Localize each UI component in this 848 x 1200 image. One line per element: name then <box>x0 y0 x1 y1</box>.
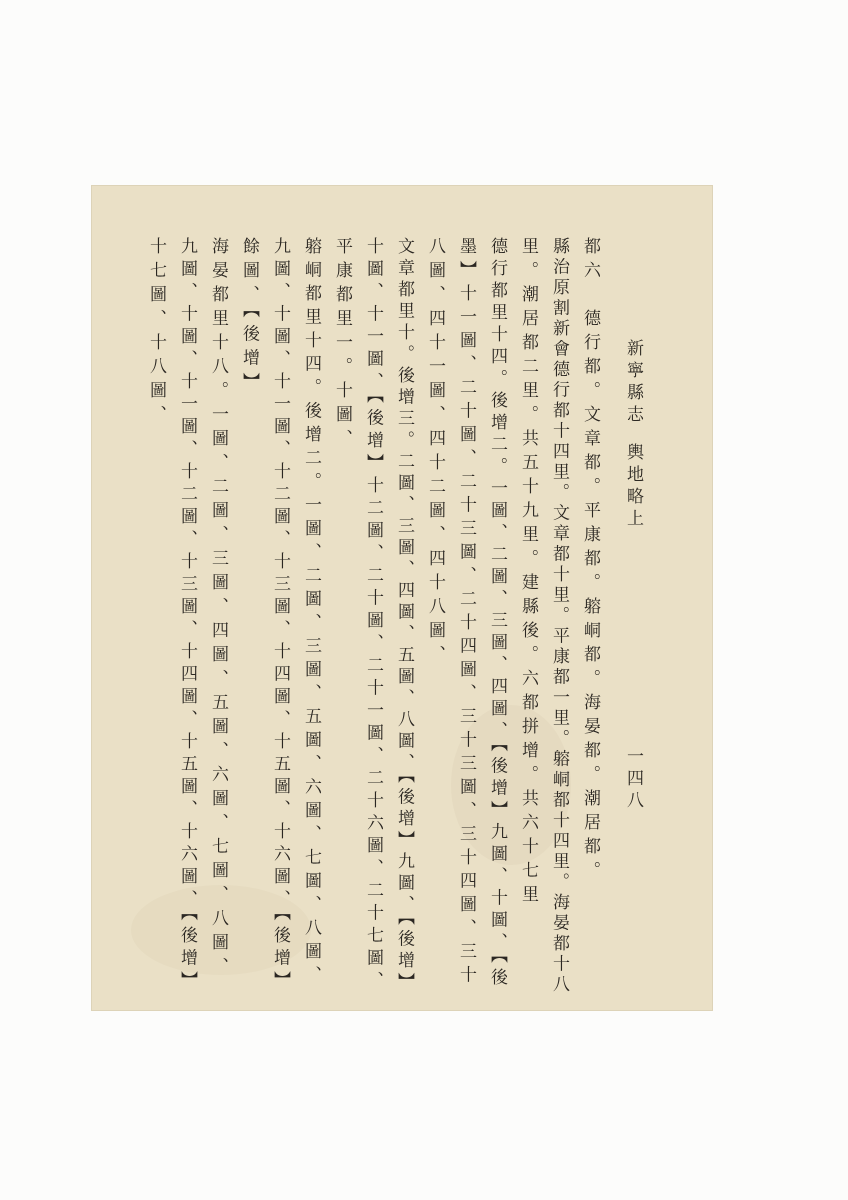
text-column: 十圖、十一圖、【後增】十二圖、二十圖、二十一圖、二十六圖、二十七圖、 <box>363 237 383 994</box>
text-column: 縣治原割新會德行都十四里。文章都十里。平康都一里。𨉷峒都十四里。海晏都十八 <box>549 237 569 996</box>
text-column: 十七圖、十八圖、 <box>146 237 166 429</box>
text-column: 里。潮居都二里。共五十九里。建縣後。六都拼增。共六十七里 <box>518 237 538 909</box>
section-title: 輿地略上 <box>623 443 643 531</box>
text-column: 德行都里十四。後增二。一圖、二圖、三圖、四圖、【後增】九圖、十圖、【後 <box>487 237 507 990</box>
text-column: 墨】十一圖、二十圖、二十三圖、二十四圖、三十三圖、三十四圖、三十 <box>456 237 476 989</box>
text-column: 文章都里十。後增三。二圖、三圖、四圖、五圖、八圖、【後增】九圖、【後增】 <box>394 237 414 994</box>
book-title: 新寧縣志 <box>623 339 643 427</box>
text-column: 餘圖、【後增】 <box>239 237 259 397</box>
text-column: 九圖、十圖、十一圖、十二圖、十三圖、十四圖、十五圖、十六圖、【後增】 <box>270 237 290 994</box>
text-column: 九圖、十圖、十一圖、十二圖、十三圖、十四圖、十五圖、十六圖、【後增】 <box>177 237 197 994</box>
text-column: 都六 德行都。文章都。平康都。𨉷峒都。海晏都。潮居都。 <box>580 237 600 885</box>
text-column: 八圖、四十一圖、四十二圖、四十八圖、 <box>425 237 445 669</box>
page-number: 一四八 <box>623 747 643 813</box>
text-column: 𨉷峒都里十四。後增二。一圖、二圖、三圖、五圖、六圖、七圖、八圖、 <box>301 237 321 989</box>
document-page <box>91 185 713 1011</box>
text-column: 平康都里一。十圖、 <box>332 237 352 453</box>
text-column: 海晏都里十八。一圖、二圖、三圖、四圖、五圖、六圖、七圖、八圖、 <box>208 237 228 981</box>
